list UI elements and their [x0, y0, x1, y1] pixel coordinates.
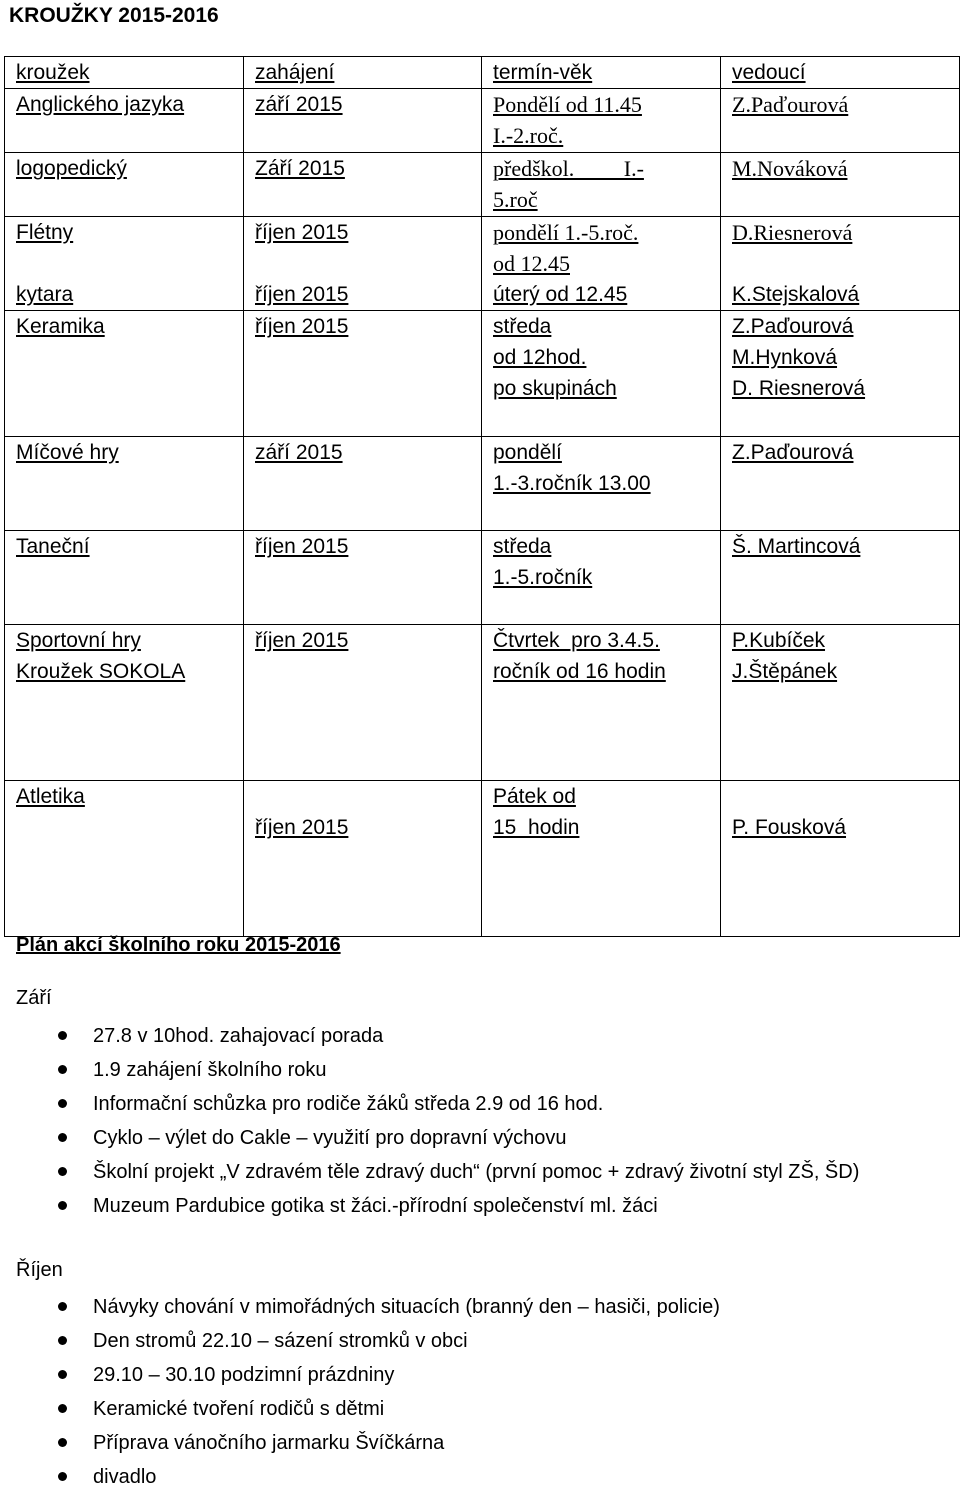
- cell-line: pondělí 1.-5.roč.: [493, 220, 639, 245]
- bullet-icon: [58, 1065, 67, 1074]
- bullet-icon: [58, 1133, 67, 1142]
- table-cell: [721, 89, 960, 153]
- table-cell: [482, 437, 721, 531]
- cell-line: ročník od 16 hodin: [493, 660, 666, 683]
- table-cell: [482, 217, 721, 311]
- table-header-row: [5, 57, 960, 89]
- cell-line: úterý od 12.45: [493, 283, 628, 306]
- cell-line: 1.-5.ročník: [493, 566, 593, 589]
- list-item-text: Školní projekt „V zdravém těle zdravý duch“ (první pomoc + zdravý životní styl ZŠ, ŠD): [93, 1161, 860, 1183]
- table-cell: [482, 89, 721, 153]
- list-item-text: 27.8 v 10hod. zahajovací porada: [93, 1025, 384, 1047]
- table-row: [5, 217, 960, 311]
- list-item-text: Keramické tvoření rodičů s dětmi: [93, 1398, 385, 1420]
- list-item-text: Den stromů 22.10 – sázení stromků v obci: [93, 1330, 468, 1352]
- cell-line: [255, 781, 481, 812]
- list-item: [0, 1358, 720, 1392]
- cell-line: [732, 248, 959, 279]
- cell-line: od 12hod.: [493, 346, 587, 369]
- bullet-icon: [58, 1167, 67, 1176]
- cell-line: pondělí: [493, 441, 562, 464]
- table-cell: [244, 437, 482, 531]
- cell-line: D.Riesnerová: [732, 220, 853, 245]
- header-cell: [721, 57, 960, 89]
- cell-line: J.Štěpánek: [732, 660, 838, 683]
- cell-line: Taneční: [16, 535, 90, 558]
- cell-line: září 2015: [255, 93, 343, 116]
- table-cell: [244, 781, 482, 937]
- page-title: KROUŽKY 2015-2016: [9, 4, 219, 27]
- table-cell: [482, 311, 721, 437]
- cell-line: 5.roč: [493, 187, 538, 212]
- table-row: [5, 625, 960, 781]
- table-cell: [5, 625, 244, 781]
- list-item: [0, 1019, 859, 1053]
- cell-line: K.Stejskalová: [732, 283, 860, 306]
- header-cell: [482, 57, 721, 89]
- table-row: [5, 153, 960, 217]
- table-cell: [5, 89, 244, 153]
- table-cell: [5, 153, 244, 217]
- table-cell: [244, 625, 482, 781]
- table-row: [5, 781, 960, 937]
- table-cell: [244, 217, 482, 311]
- cell-line: [255, 248, 481, 279]
- table-cell: [482, 531, 721, 625]
- list-item: [0, 1121, 859, 1155]
- list-item-text: Příprava vánočního jarmarku Švíčkárna: [93, 1432, 445, 1454]
- cell-line: po skupinách: [493, 377, 617, 400]
- table-row: [5, 531, 960, 625]
- list-item: [0, 1189, 859, 1223]
- cell-line: logopedický: [16, 157, 127, 180]
- cell-line: říjen 2015: [255, 629, 349, 652]
- cell-line: P. Fousková: [732, 816, 847, 839]
- list-item-text: Návyky chování v mimořádných situacích (branný den – hasiči, policie): [93, 1296, 720, 1318]
- list-item: [0, 1053, 859, 1087]
- table-row: [5, 437, 960, 531]
- header-label: vedoucí: [732, 61, 806, 84]
- events-list-september: [0, 1019, 859, 1223]
- cell-line: Pondělí od 11.45: [493, 92, 642, 117]
- cell-line: P.Kubíček: [732, 629, 826, 652]
- cell-line: říjen 2015: [255, 315, 349, 338]
- list-item-text: divadlo: [93, 1466, 157, 1488]
- header-label: zahájení: [255, 61, 335, 84]
- cell-line: Z.Paďourová: [732, 315, 854, 338]
- cell-line: Anglického jazyka: [16, 93, 185, 116]
- cell-line: Pátek od: [493, 785, 576, 808]
- cell-line: Flétny: [16, 221, 74, 244]
- list-item: [0, 1290, 720, 1324]
- bullet-icon: [58, 1099, 67, 1108]
- list-item: [0, 1392, 720, 1426]
- list-item: [0, 1087, 859, 1121]
- table-cell: [721, 217, 960, 311]
- plan-title: Plán akcí školního roku 2015-2016: [16, 934, 341, 956]
- bullet-icon: [58, 1472, 67, 1481]
- header-label: termín-věk: [493, 61, 593, 84]
- table-cell: [5, 437, 244, 531]
- bullet-icon: [58, 1370, 67, 1379]
- bullet-icon: [58, 1336, 67, 1345]
- cell-line: od 12.45: [493, 251, 570, 276]
- list-item: [0, 1426, 720, 1460]
- cell-line: Z.Paďourová: [732, 92, 849, 117]
- table-cell: [244, 153, 482, 217]
- table-cell: [244, 531, 482, 625]
- bullet-icon: [58, 1404, 67, 1413]
- cell-line: M.Nováková: [732, 156, 848, 181]
- bullet-icon: [58, 1438, 67, 1447]
- table-cell: [244, 311, 482, 437]
- cell-line: předškol. I.-: [493, 156, 644, 181]
- month-heading-october: Říjen: [16, 1259, 63, 1281]
- table-row: [5, 311, 960, 437]
- cell-line: Z.Paďourová: [732, 441, 854, 464]
- list-item-text: 1.9 zahájení školního roku: [93, 1059, 327, 1081]
- cell-line: 15 hodin: [493, 816, 580, 839]
- cell-line: Míčové hry: [16, 441, 119, 464]
- cell-line: Září 2015: [255, 157, 345, 180]
- header-cell: [5, 57, 244, 89]
- month-heading-september: Září: [16, 987, 52, 1009]
- events-list-october: [0, 1290, 720, 1494]
- table-cell: [482, 153, 721, 217]
- cell-line: 1.-3.ročník 13.00: [493, 472, 651, 495]
- list-item-text: 29.10 – 30.10 podzimní prázdniny: [93, 1364, 395, 1386]
- cell-line: M.Hynková: [732, 346, 838, 369]
- cell-line: říjen 2015: [255, 221, 349, 244]
- cell-line: středa: [493, 535, 552, 558]
- cell-line: Sportovní hry: [16, 629, 141, 652]
- bullet-icon: [58, 1031, 67, 1040]
- list-item-text: Informační schůzka pro rodiče žáků středa 2.9 od 16 hod.: [93, 1093, 604, 1115]
- header-cell: [244, 57, 482, 89]
- cell-line: [16, 248, 243, 279]
- table-cell: [244, 89, 482, 153]
- table-cell: [5, 311, 244, 437]
- cell-line: Kroužek SOKOLA: [16, 660, 186, 683]
- bullet-icon: [58, 1201, 67, 1210]
- table-cell: [5, 531, 244, 625]
- table-row: [5, 89, 960, 153]
- table-cell: [482, 781, 721, 937]
- list-item: [0, 1324, 720, 1358]
- table-cell: [721, 437, 960, 531]
- cell-line: říjen 2015: [255, 535, 349, 558]
- list-item-text: Cyklo – výlet do Cakle – využití pro dopravní výchovu: [93, 1127, 567, 1149]
- bullet-icon: [58, 1302, 67, 1311]
- table-cell: [721, 311, 960, 437]
- clubs-table: [4, 56, 960, 937]
- table-cell: [721, 781, 960, 937]
- table-cell: [721, 625, 960, 781]
- table-cell: [721, 153, 960, 217]
- cell-line: říjen 2015: [255, 816, 349, 839]
- cell-line: středa: [493, 315, 552, 338]
- table-cell: [721, 531, 960, 625]
- cell-line: I.-2.roč.: [493, 123, 564, 148]
- cell-line: [732, 781, 959, 812]
- table-cell: [5, 217, 244, 311]
- list-item-text: Muzeum Pardubice gotika st žáci.-přírodní společenství ml. žáci: [93, 1195, 658, 1217]
- cell-line: Čtvrtek pro 3.4.5.: [493, 629, 660, 652]
- table-cell: [5, 781, 244, 937]
- table-cell: [482, 625, 721, 781]
- cell-line: říjen 2015: [255, 283, 349, 306]
- header-label: kroužek: [16, 61, 90, 84]
- cell-line: Atletika: [16, 785, 85, 808]
- cell-line: D. Riesnerová: [732, 377, 866, 400]
- cell-line: září 2015: [255, 441, 343, 464]
- cell-line: Š. Martincová: [732, 535, 861, 558]
- cell-line: kytara: [16, 283, 74, 306]
- cell-line: Keramika: [16, 315, 105, 338]
- list-item: [0, 1155, 859, 1189]
